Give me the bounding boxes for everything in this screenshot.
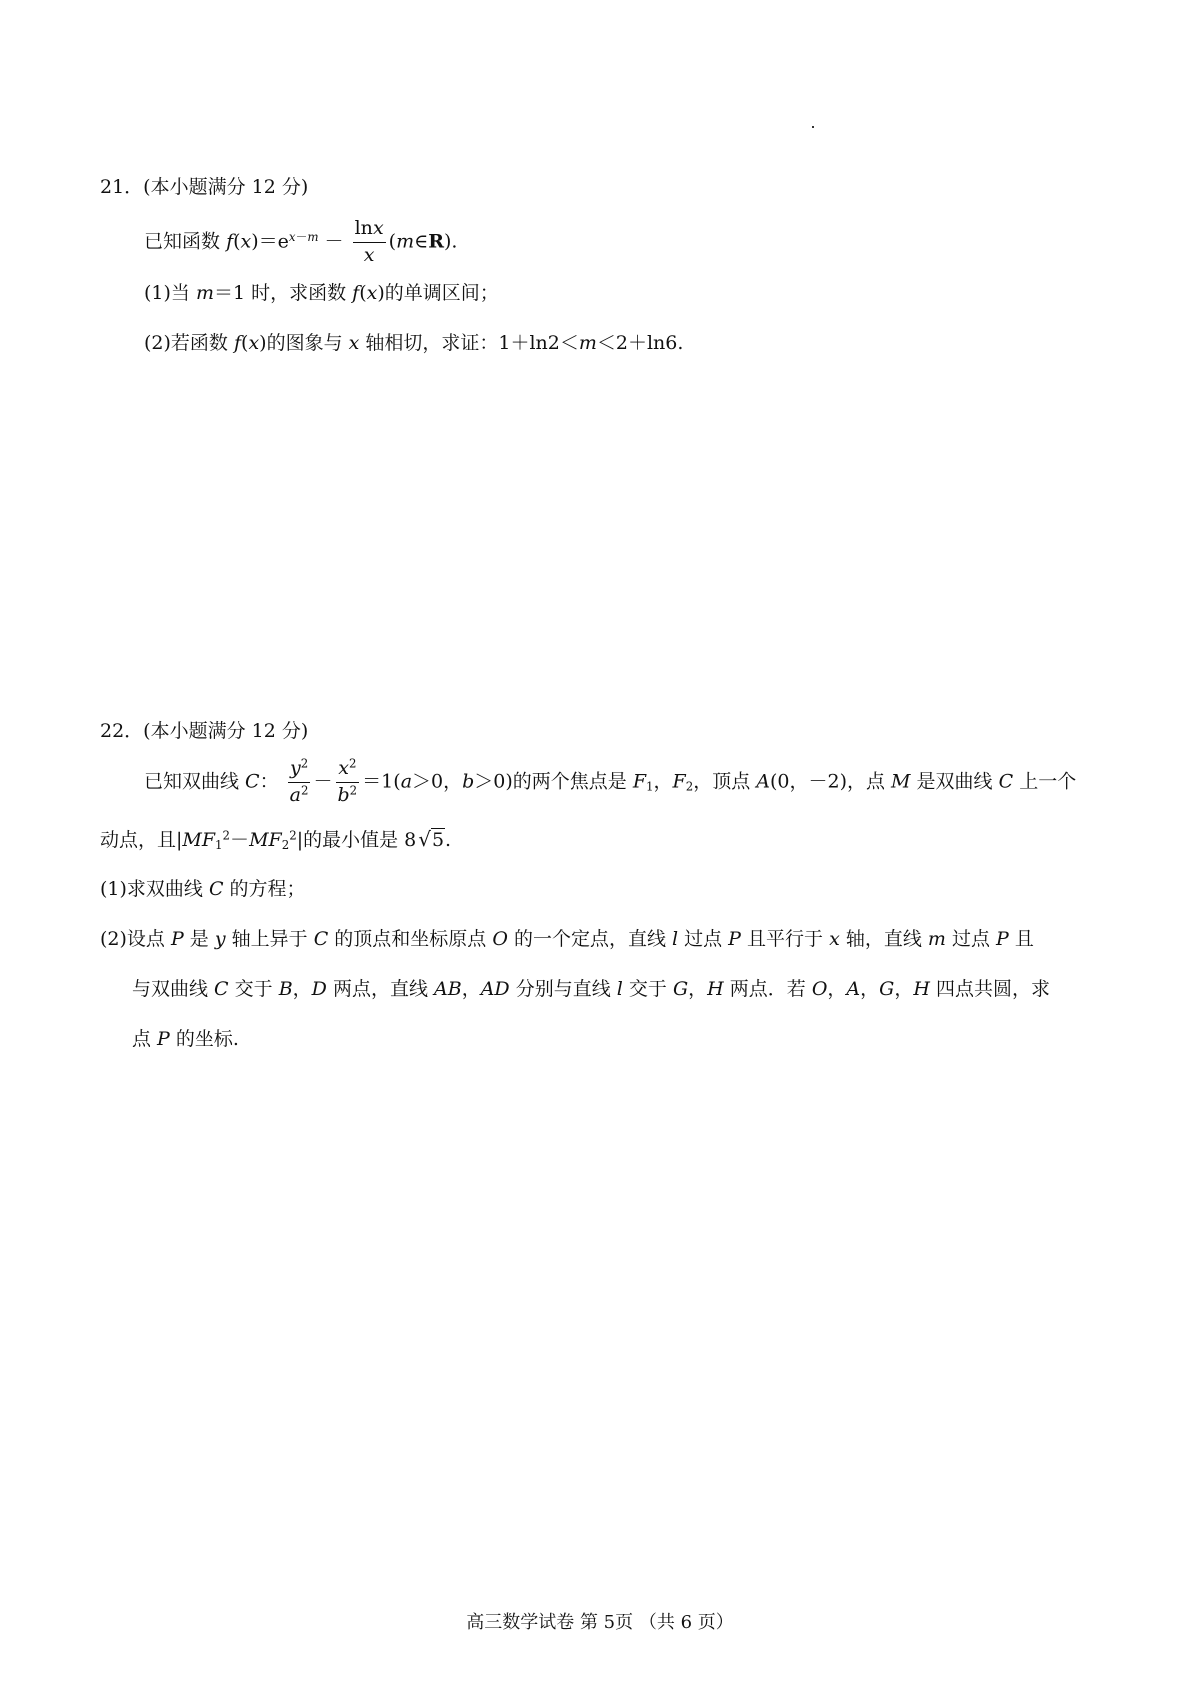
q21-fraction-lnx-over-x: $\frac{\ln x}{x}$ <box>354 217 384 266</box>
q22-part1: (1)求双曲线 C 的方程； <box>100 878 306 900</box>
scan-speck <box>812 126 814 128</box>
q22-part2-line1: (2)设点 P 是 y 轴上异于 C 的顶点和坐标原点 O 的一个定点，直线 l 过点 P 且平行于 x 轴，直线 m 过点 P 且 <box>100 928 1034 950</box>
page-footer: 高三数学试卷 第 5页 （共 6 页） <box>466 1612 734 1633</box>
q21-part1: (1)当 m＝1 时，求函数 f(x)的单调区间； <box>144 282 499 304</box>
q22-fraction-y2-over-a2: $\frac{y^2}{a^2}$ <box>289 756 309 806</box>
q22-part2-line3: 点 P 的坐标. <box>132 1028 239 1050</box>
q21-part2: (2)若函数 f(x)的图象与 x 轴相切，求证：1＋ln2＜m＜2＋ln6. <box>144 332 684 354</box>
q22-header: 22．(本小题满分 12 分) <box>100 720 309 742</box>
q22-part2-line2: 与双曲线 C 交于 B，D 两点，直线 AB，AD 分别与直线 l 交于 G，H 两点．若 O，A，G，H 四点共圆，求 <box>132 978 1050 1000</box>
q22-stem-line1: 已知双曲线 C： $\frac{y^2}{a^2}$ － $\frac{x^2}{b^2}$ ＝1(a＞0，b＞0)的两个焦点是 $F_1$，$F_2$，顶点 A(0，－2)，点 M 是双曲线 C 上一个 <box>144 756 1077 806</box>
q21-stem: 已知函数 $f(x)=e^{x-m}$ － $\frac{\ln x}{x}$ (m∈R). <box>144 217 458 266</box>
q22-stem-line2: 动点，且$|MF_1^2-MF_2^2|$的最小值是 8 √5. <box>100 827 452 852</box>
sqrt-5: √5 <box>418 827 445 851</box>
q22-fraction-x2-over-b2: $\frac{x^2}{b^2}$ <box>337 756 358 806</box>
q21-header: 21．(本小题满分 12 分) <box>100 176 309 198</box>
